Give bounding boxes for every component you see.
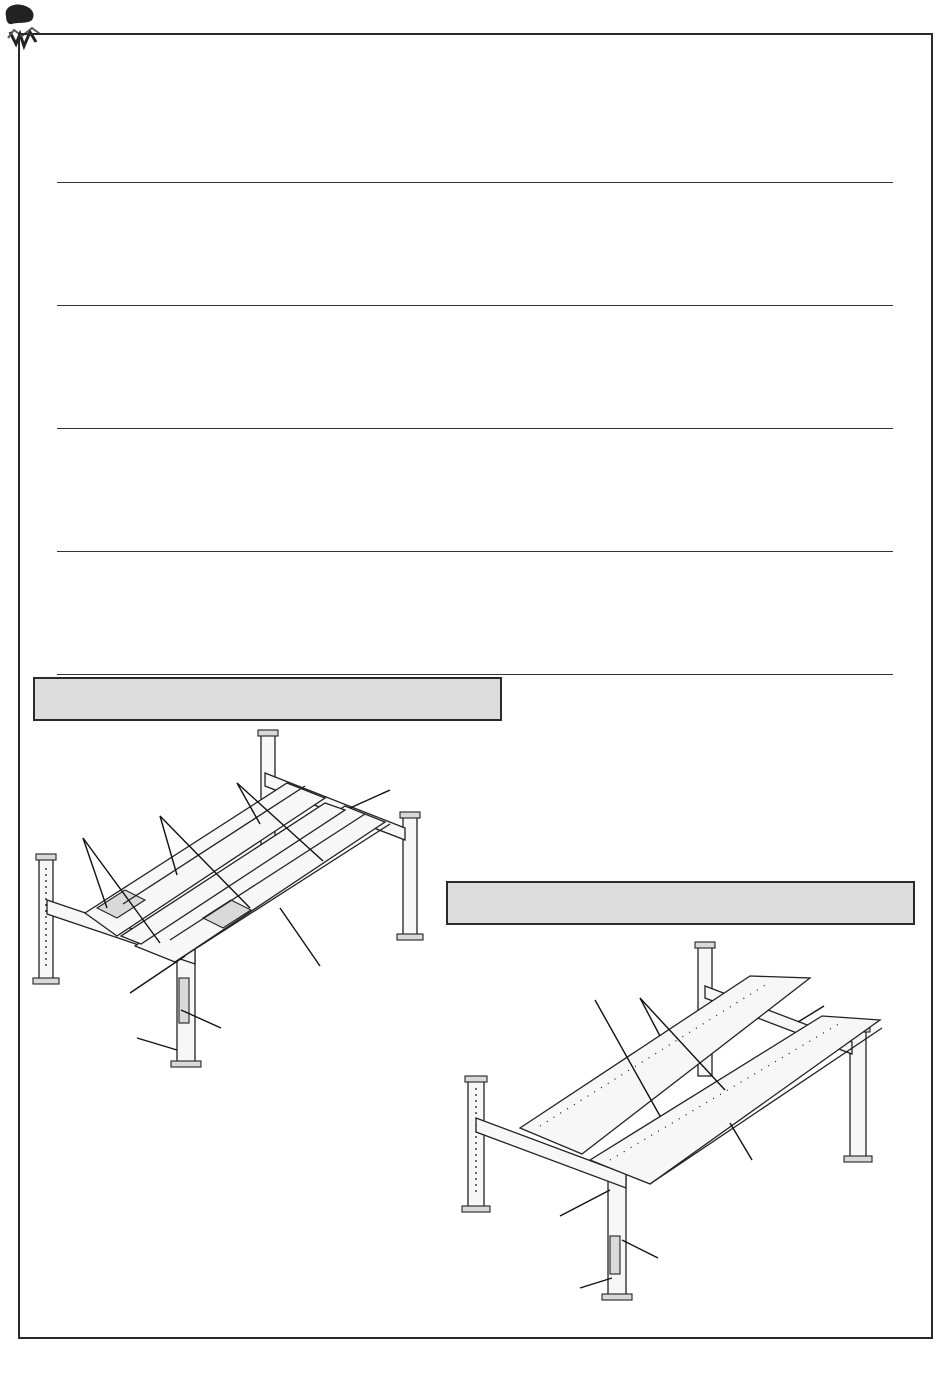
divider-rule bbox=[57, 674, 893, 675]
divider-rule bbox=[57, 551, 893, 552]
divider-rule bbox=[57, 305, 893, 306]
four-post-lift-solid-runways-icon bbox=[450, 938, 910, 1308]
figure-b-caption bbox=[446, 881, 915, 925]
divider-rule bbox=[57, 182, 893, 183]
four-post-lift-drip-trays-icon bbox=[25, 728, 445, 1078]
figure-a-caption bbox=[33, 677, 502, 721]
divider-rule bbox=[57, 428, 893, 429]
